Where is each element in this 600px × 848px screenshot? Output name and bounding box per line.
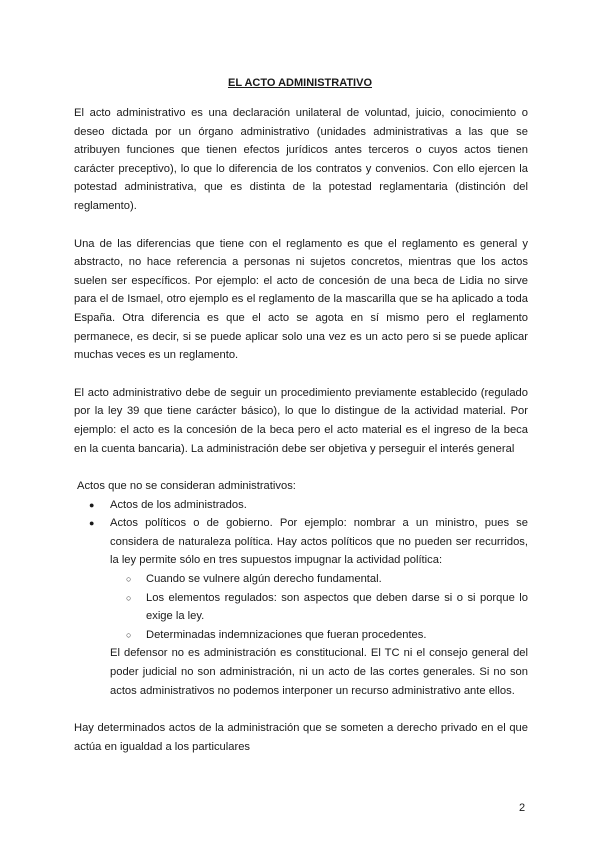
paragraph-definition: El acto administrativo es una declaración unilateral de voluntad, juicio, conocimiento o deseo dictada por un órgano administrativo (unidades administrativas a las que se atribuyen funciones que tienen efectos jurídicos antes terceros o cuyos actos tienen carácter preceptivo), lo que lo diferencia de los contratos y convenios. Con ello ejercen la potestad administrativa, que es distinta de la potestad reglamentaria (distinción del reglamento). <box>74 107 528 212</box>
document-title: EL ACTO ADMINISTRATIVO <box>227 77 373 89</box>
bullet-item <box>74 496 528 515</box>
actos-heading: Actos que no se consideran administrativos: <box>77 480 296 493</box>
bullet-item <box>74 514 528 644</box>
document-body <box>74 104 528 756</box>
bullet-item-text: Actos de los administrados. <box>110 498 247 511</box>
sub-bullet-item: ○ Los elementos regulados: son aspectos que deben darse si o si porque lo exige la ley. <box>110 589 528 626</box>
page-number: 2 <box>519 802 526 814</box>
sub-bullet-list <box>110 570 528 644</box>
sub-bullet-item: ○ Determinadas indemnizaciones que fueran procedentes. <box>110 626 528 645</box>
paragraph-procedimiento: El acto administrativo debe de seguir un procedimiento previamente establecido (regulado por la ley 39 que tiene carácter básico), lo que lo distingue de la actividad material. Por ejemplo: el acto es la concesión de la beca pero el acto material es el ingreso de la beca en la cuenta bancaria). La administración debe ser objetiva y perseguir el interés general <box>74 386 528 455</box>
bullet-list <box>74 496 528 645</box>
sub-bullet-item: ○ Cuando se vulnere algún derecho fundamental. <box>110 570 528 589</box>
paragraph-reglamento-differences: Una de las diferencias que tiene con el reglamento es que el reglamento es general y abstracto, no hace referencia a personas ni sujetos concretos, mientras que los actos suelen ser específicos. Por ejemplo: el acto de concesión de una beca de Lidia no sirve para el de Ismael, otro ejemplo es el reglamento de la mascarilla que se ha aplicado a toda España. Otra diferencia es que el acto se agota en sí mismo pero el reglamento permanece, es decir, si se puede aplicar solo una vez es un acto pero si se puede aplicar muchas veces es un reglamento. <box>74 237 528 362</box>
paragraph-derecho-privado: Hay determinados actos de la administración que se someten a derecho privado en el que actúa en igualdad a los particulares <box>74 722 528 753</box>
paragraph-defensor: El defensor no es administración es constitucional. El TC ni el consejo general del poder judicial no son administración, ni un acto de las cortes generales. Si no son actos administrativos no podemos interponer un recurso administrativo ante ellos. <box>110 647 528 697</box>
bullet-item-text: Actos políticos o de gobierno. Por ejemplo: nombrar a un ministro, pues se considera de naturaleza política. Hay actos políticos que no pueden ser recurridos, la ley permite sólo en tres supuestos impugnar la actividad política: <box>110 517 528 567</box>
